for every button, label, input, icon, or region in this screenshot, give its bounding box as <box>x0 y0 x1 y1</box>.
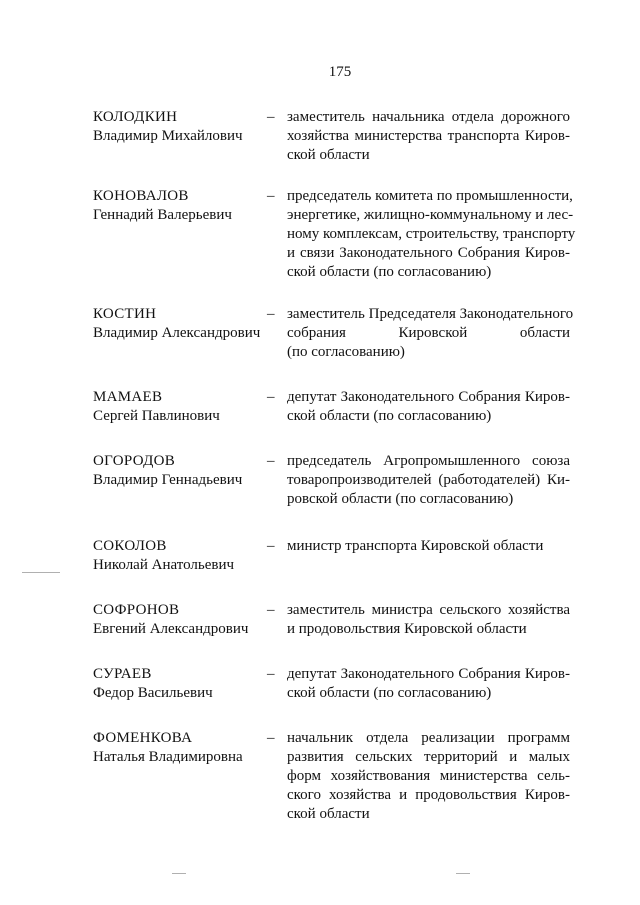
scan-speck <box>22 572 60 573</box>
member-position <box>287 305 574 362</box>
dash-separator: – <box>267 730 275 746</box>
position-line: председатель комитета по промышленности, <box>287 188 573 204</box>
position-line: и связи Законодательного Собрания Киров- <box>287 245 570 261</box>
member-name <box>93 187 268 225</box>
member-name <box>93 452 268 490</box>
dash-separator: – <box>267 188 275 204</box>
member-surname: КОЛОДКИН <box>93 109 178 125</box>
member-given-names: Федор Васильевич <box>93 685 213 701</box>
member-name <box>93 305 268 343</box>
position-line: министр транспорта Кировской области <box>287 538 544 554</box>
member-surname: ФОМЕНКОВА <box>93 730 193 746</box>
member-given-names: Евгений Александрович <box>93 621 249 637</box>
member-position <box>287 108 570 165</box>
scan-speck <box>456 873 470 874</box>
member-position <box>287 729 570 824</box>
position-line: (по согласованию) <box>287 344 405 360</box>
member-given-names: Владимир Геннадьевич <box>93 472 243 488</box>
position-line: энергетике, жилищно-коммунальному и лес- <box>287 207 574 223</box>
dash-separator: – <box>267 453 275 469</box>
position-line: депутат Законодательного Собрания Киров- <box>287 389 570 405</box>
position-line: ской области <box>287 806 370 822</box>
position-line: ровской области (по согласованию) <box>287 491 514 507</box>
position-line: хозяйства министерства транспорта Киров- <box>287 128 570 144</box>
position-line: ской области (по согласованию) <box>287 408 492 424</box>
member-position <box>287 537 570 556</box>
member-surname: СОФРОНОВ <box>93 602 180 618</box>
member-position <box>287 388 570 426</box>
member-given-names: Наталья Владимировна <box>93 749 243 765</box>
member-surname: СОКОЛОВ <box>93 538 167 554</box>
dash-separator: – <box>267 666 275 682</box>
member-given-names: Владимир Михайлович <box>93 128 243 144</box>
position-line: ской области <box>287 147 370 163</box>
position-line: ского хозяйства и продовольствия Киров- <box>287 787 570 803</box>
position-line: развития сельских территорий и малых <box>287 749 570 765</box>
position-line: ному комплексам, строительству, транспорту <box>287 226 576 242</box>
dash-separator: – <box>267 389 275 405</box>
position-line: заместитель начальника отдела дорожного <box>287 109 570 125</box>
dash-separator: – <box>267 109 275 125</box>
position-line: заместитель министра сельского хозяйства <box>287 602 570 618</box>
member-given-names: Геннадий Валерьевич <box>93 207 232 223</box>
member-name <box>93 388 268 426</box>
member-given-names: Владимир Александрович <box>93 325 261 341</box>
member-surname: МАМАЕВ <box>93 389 163 405</box>
position-line: товаропроизводителей (работодателей) Ки- <box>287 472 570 488</box>
dash-separator: – <box>267 306 275 322</box>
member-position <box>287 665 570 703</box>
position-line: заместитель Председателя Законодательного <box>287 306 574 322</box>
position-line: ской области (по согласованию) <box>287 264 492 280</box>
position-line: собрания Кировской области <box>287 325 570 341</box>
member-name <box>93 108 268 146</box>
position-line: начальник отдела реализации программ <box>287 730 570 746</box>
member-surname: КОСТИН <box>93 306 157 322</box>
member-name <box>93 537 268 575</box>
position-line: и продовольствия Кировской области <box>287 621 527 637</box>
member-name <box>93 665 268 703</box>
position-line: председатель Агропромышленного союза <box>287 453 570 469</box>
member-given-names: Николай Анатольевич <box>93 557 235 573</box>
member-position <box>287 187 576 282</box>
page-number: 175 <box>328 64 352 80</box>
position-line: форм хозяйствования министерства сель- <box>287 768 570 784</box>
position-line: ской области (по согласованию) <box>287 685 492 701</box>
member-surname: КОНОВАЛОВ <box>93 188 189 204</box>
member-surname: СУРАЕВ <box>93 666 152 682</box>
dash-separator: – <box>267 538 275 554</box>
member-given-names: Сергей Павлинович <box>93 408 220 424</box>
scan-speck <box>172 873 186 874</box>
position-line: депутат Законодательного Собрания Киров- <box>287 666 570 682</box>
member-name <box>93 729 268 767</box>
member-position <box>287 452 570 509</box>
member-surname: ОГОРОДОВ <box>93 453 176 469</box>
member-name <box>93 601 268 639</box>
member-position <box>287 601 570 639</box>
dash-separator: – <box>267 602 275 618</box>
